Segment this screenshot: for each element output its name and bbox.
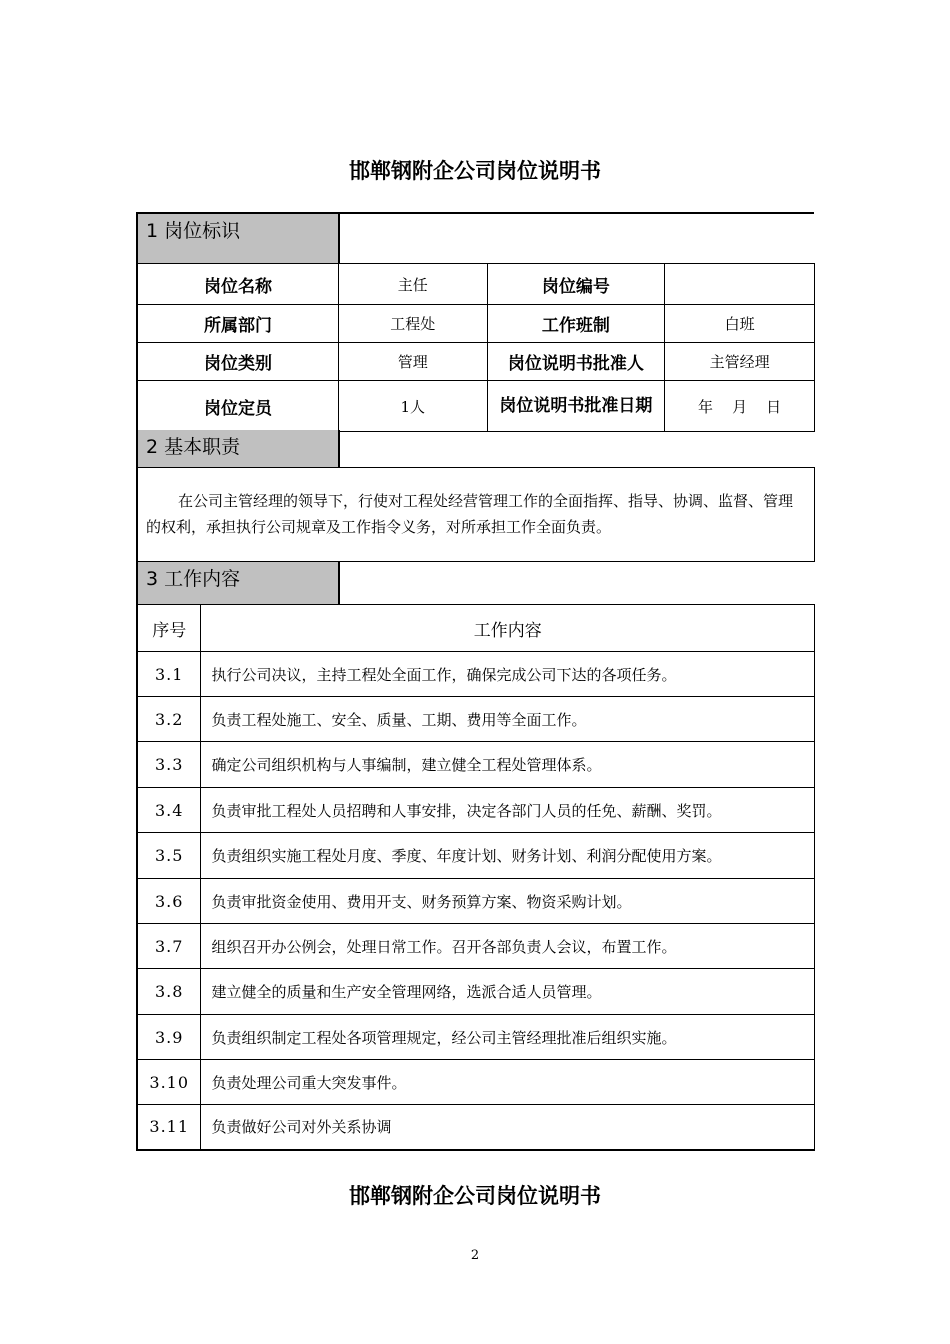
table-row bbox=[137, 1015, 815, 1060]
item-number: 3.4 bbox=[137, 788, 201, 833]
table-row bbox=[137, 742, 815, 788]
item-text: 负责处理公司重大突发事件。 bbox=[201, 1060, 815, 1105]
section3-header bbox=[136, 562, 814, 605]
item-text: 负责审批资金使用、费用开支、财务预算方案、物资采购计划。 bbox=[201, 879, 815, 924]
label-cell: 岗位定员 bbox=[137, 381, 338, 432]
item-number: 3.8 bbox=[137, 969, 201, 1015]
item-number: 3.5 bbox=[137, 833, 201, 879]
item-number: 3.3 bbox=[137, 742, 201, 788]
item-text: 负责工程处施工、安全、质量、工期、费用等全面工作。 bbox=[201, 697, 815, 742]
item-text: 确定公司组织机构与人事编制，建立健全工程处管理体系。 bbox=[201, 742, 815, 788]
section2-heading: 2 基本职责 bbox=[138, 430, 340, 468]
item-number: 3.6 bbox=[137, 879, 201, 924]
value-cell: 主管经理 bbox=[665, 343, 815, 381]
table-header-row bbox=[137, 605, 815, 652]
value-cell: 主任 bbox=[338, 264, 487, 305]
info-row bbox=[137, 305, 815, 343]
item-text: 负责审批工程处人员招聘和人事安排，决定各部门人员的任免、薪酬、奖罚。 bbox=[201, 788, 815, 833]
item-text: 组织召开办公例会，处理日常工作。召开各部负责人会议，布置工作。 bbox=[201, 924, 815, 969]
basic-duties-box bbox=[136, 467, 815, 562]
item-text: 负责组织实施工程处月度、季度、年度计划、财务计划、利润分配使用方案。 bbox=[201, 833, 815, 879]
item-number: 3.10 bbox=[137, 1060, 201, 1105]
item-text: 负责组织制定工程处各项管理规定，经公司主管经理批准后组织实施。 bbox=[201, 1015, 815, 1060]
section1-header bbox=[136, 212, 814, 264]
column-header-no: 序号 bbox=[137, 605, 201, 652]
section2-header bbox=[136, 430, 814, 468]
label-cell: 所属部门 bbox=[137, 305, 338, 343]
table-row bbox=[137, 924, 815, 969]
value-cell: 1人 bbox=[338, 381, 487, 432]
item-text: 负责做好公司对外关系协调 bbox=[201, 1105, 815, 1150]
label-cell: 工作班制 bbox=[487, 305, 665, 343]
footer-title: 邯郸钢附企公司岗位说明书 bbox=[349, 1184, 601, 1208]
item-number: 3.9 bbox=[137, 1015, 201, 1060]
section3-heading: 3 工作内容 bbox=[138, 562, 340, 605]
label-cell: 岗位类别 bbox=[137, 343, 338, 381]
value-cell: 管理 bbox=[338, 343, 487, 381]
page-number: 2 bbox=[470, 1248, 480, 1263]
info-row bbox=[137, 381, 815, 432]
table-row bbox=[137, 1105, 815, 1150]
document-title: 邯郸钢附企公司岗位说明书 bbox=[349, 159, 601, 183]
value-cell: 年 月 日 bbox=[665, 381, 815, 432]
label-cell: 岗位说明书批准日期 bbox=[487, 381, 665, 432]
basic-duties-text: 在公司主管经理的领导下，行使对工程处经营管理工作的全面指挥、指导、协调、监督、管理的权利，承担执行公司规章及工作指令义务，对所承担工作全面负责。 bbox=[146, 492, 794, 536]
value-cell: 白班 bbox=[665, 305, 815, 343]
position-info-table bbox=[136, 263, 815, 432]
item-number: 3.11 bbox=[137, 1105, 201, 1150]
label-cell: 岗位名称 bbox=[137, 264, 338, 305]
table-row bbox=[137, 697, 815, 742]
item-number: 3.2 bbox=[137, 697, 201, 742]
info-row bbox=[137, 264, 815, 305]
item-number: 3.7 bbox=[137, 924, 201, 969]
table-row bbox=[137, 1060, 815, 1105]
value-cell: 工程处 bbox=[338, 305, 487, 343]
column-header-content: 工作内容 bbox=[201, 605, 815, 652]
table-row bbox=[137, 833, 815, 879]
item-number: 3.1 bbox=[137, 652, 201, 697]
value-cell bbox=[665, 264, 815, 305]
table-row bbox=[137, 969, 815, 1015]
work-content-table bbox=[136, 604, 815, 1151]
item-text: 执行公司决议，主持工程处全面工作，确保完成公司下达的各项任务。 bbox=[201, 652, 815, 697]
table-row bbox=[137, 652, 815, 697]
item-text: 建立健全的质量和生产安全管理网络，选派合适人员管理。 bbox=[201, 969, 815, 1015]
section1-heading: 1 岗位标识 bbox=[138, 214, 340, 264]
table-row bbox=[137, 788, 815, 833]
table-row bbox=[137, 879, 815, 924]
label-cell: 岗位编号 bbox=[487, 264, 665, 305]
label-cell: 岗位说明书批准人 bbox=[487, 343, 665, 381]
info-row bbox=[137, 343, 815, 381]
